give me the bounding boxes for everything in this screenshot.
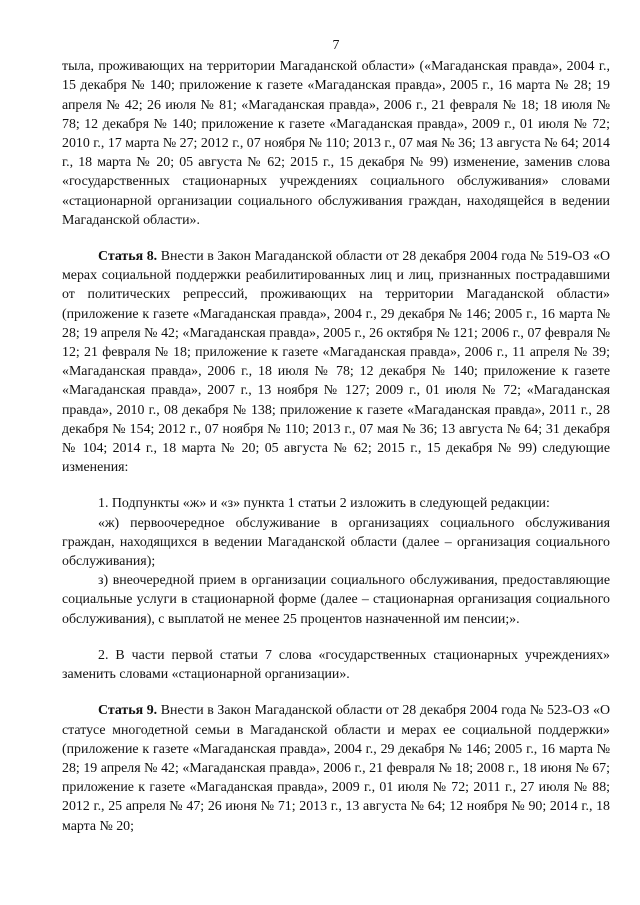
item-1-subitem-z: з) внеочередной прием в организации социального обслуживания, предоставляющие социальные услуги в стационарной форме (далее – стационарная организация социального обслуживания), с выплатой не менее 25 процентов назначенной им пенсии;». [62,573,610,627]
article-9-label: Статья 9. [98,703,158,719]
document-page [62,36,610,836]
article-8-paragraph [62,247,610,477]
item-1-subitem-zh: «ж) первоочередное обслуживание в организациях социального обслуживания граждан, находящихся в ведении Магаданской области (далее – организация социального обслуживания); [62,515,610,570]
paragraph-continuation: тыла, проживающих на территории Магаданской области» («Магаданская правда», 2004 г., 15 декабря № 140; приложение к газете «Магаданская правда», 2005 г., 16 марта № 28; 19 апреля № 42; 26 июля № 81; «Магаданская правда», 2006 г., 21 февраля № 18; 18 июля № 78; 12 декабря № 140; приложение к газете «Магаданская правда», 2009 г., 01 июля № 72; 2010 г., 17 марта № 27; 2012 г., 07 ноября № 110; 2013 г., 07 мая № 36; 13 августа № 64; 2014 г., 18 марта № 20; 05 августа № 62; 2015 г., 15 декабря № 99) изменение, заменив слова «государственных стационарных учреждениях социального обслуживания» словами «стационарной организации социального обслуживания граждан, находящейся в ведении Магаданской области». [62,59,610,228]
item-2: 2. В части первой статьи 7 слова «государственных стационарных учреждениях» заменить словами «стационарной организации». [62,647,610,683]
article-8-label: Статья 8. [98,249,158,265]
page-number: 7 [332,38,340,53]
article-8-text: Внести в Закон Магаданской области от 28 декабря 2004 года № 519-ОЗ «О мерах социальной поддержки реабилитированных лиц и лиц, признанных пострадавшими от политических репрессий, проживающих на территории Магаданской области» (приложение к газете «Магаданская правда», 2004 г., 29 декабря № 146; 2005 г., 16 марта № 28; 19 апреля № 42; «Магаданская правда», 2005 г., 26 октября № 121; 2006 г., 07 февраля № 12; 21 февраля № 18; приложение к газете «Магаданская правда», 2006 г., 11 апреля № 39; «Магаданская правда», 2006 г., 18 июля № 78; 12 декабря № 140; приложение к газете «Магаданская правда», 2007 г., 13 ноября № 127; 2009 г., 01 июля № 72; «Магаданская правда», 2010 г., 08 декабря № 138; приложение к газете «Магаданская правда», 2011 г., 28 декабря № 154; 2012 г., 07 ноября № 110; 2013 г., 07 мая № 36; 13 августа № 64; 31 декабря № 104; 2014 г., 18 марта № 20; 05 августа № 62; 2015 г., 15 декабря № 99) следующие изменения: [62,249,610,476]
article-9-text: Внести в Закон Магаданской области от 28 декабря 2004 года № 523-ОЗ «О статусе многодетной семьи в Магаданской области и мерах ее социальной поддержки» (приложение к газете «Магаданская правда», 2004 г., 29 декабря № 146; 2005 г., 16 марта № 28; 19 апреля № 42; «Магаданская правда», 2006 г., 21 февраля № 18; 2008 г., 18 июня № 67; приложение к газете «Магаданская правда», 2009 г., 01 июля № 72; 2011 г., 27 июля № 88; 2012 г., 25 апреля № 47; 26 июня № 71; 2013 г., 13 августа № 64; 12 ноября № 90; 2014 г., 18 марта № 20; [62,703,610,834]
item-1-heading: 1. Подпункты «ж» и «з» пункта 1 статьи 2 изложить в следующей редакции: [98,496,550,512]
article-9-paragraph [62,701,610,835]
